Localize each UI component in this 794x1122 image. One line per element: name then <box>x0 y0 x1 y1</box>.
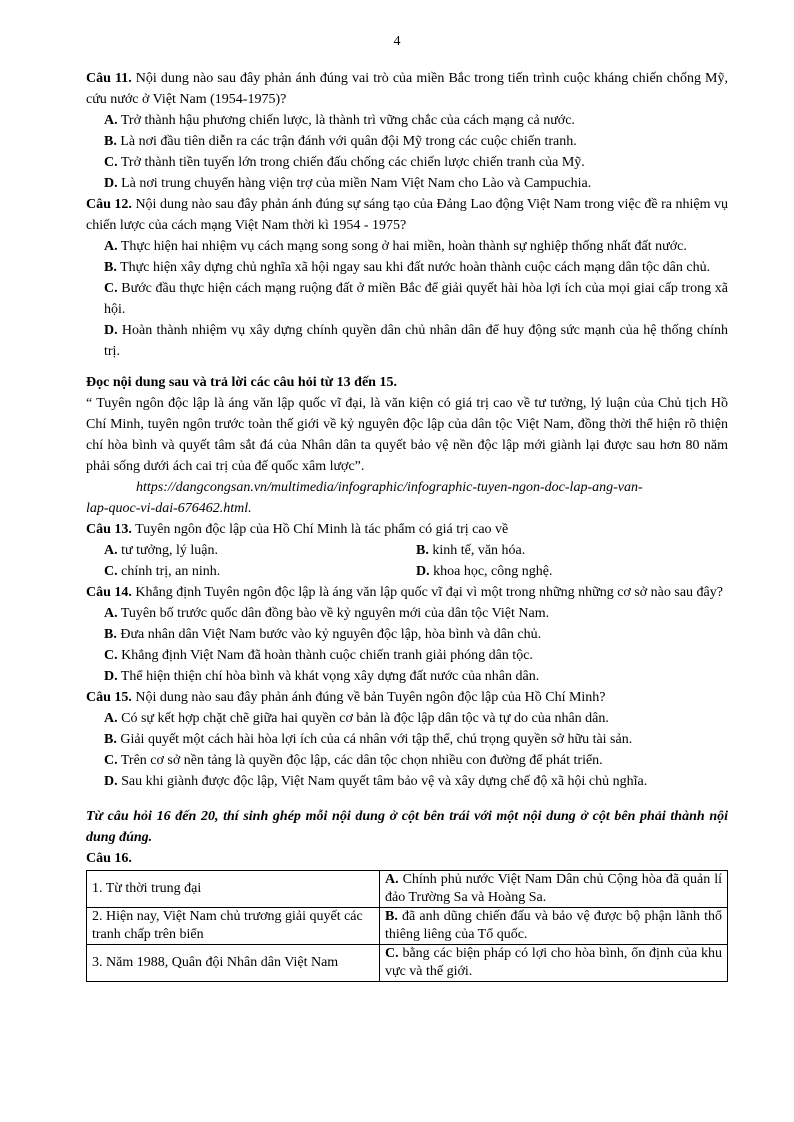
question-13 <box>86 519 728 540</box>
option-letter: B. <box>104 260 117 275</box>
question-text: Nội dung nào sau đây phản ánh đúng về bản Tuyên ngôn độc lập của Hồ Chí Minh? <box>131 690 606 705</box>
option-letter: C. <box>104 648 118 663</box>
table-row <box>87 871 728 908</box>
q11-option-c <box>86 152 728 173</box>
option-text: Sau khi giành được độc lập, Việt Nam quyết tâm bảo vệ và xây dựng chế độ xã hội chủ nghĩa. <box>117 774 648 789</box>
option-text: Khẳng định Việt Nam đã hoàn thành cuộc chiến tranh giải phóng dân tộc. <box>117 648 533 663</box>
option-text: Có sự kết hợp chặt chẽ giữa hai quyền cơ bản là độc lập dân tộc và tự do của nhân dân. <box>117 711 609 726</box>
q15-option-a <box>86 708 728 729</box>
option-letter: D. <box>104 176 118 191</box>
option-text: Đưa nhân dân Việt Nam bước vào kỷ nguyên độc lập, hòa bình và dân chủ. <box>116 627 542 642</box>
question-12 <box>86 194 728 236</box>
question-label: Câu 13. <box>86 522 132 537</box>
option-letter: D. <box>104 669 118 684</box>
q13-options-row-1 <box>86 540 728 561</box>
q14-option-d <box>86 666 728 687</box>
option-letter: C. <box>104 753 118 768</box>
question-label: Câu 15. <box>86 690 132 705</box>
option-text: Chính phủ nước Việt Nam Dân chủ Cộng hòa đã quản lí đảo Trường Sa và Hoàng Sa. <box>385 872 722 905</box>
table-row <box>87 945 728 982</box>
option-letter: A. <box>104 543 118 558</box>
matching-table <box>86 870 728 982</box>
reading-title: Đọc nội dung sau và trả lời các câu hỏi từ 13 đến 15. <box>86 375 397 390</box>
page-number: 4 <box>393 34 401 49</box>
option-text: Thể hiện thiện chí hòa bình và khát vọng xây dựng đất nước của nhân dân. <box>117 669 540 684</box>
document-body <box>86 68 728 982</box>
source-link <box>86 477 728 519</box>
q12-option-a <box>86 236 728 257</box>
q12-option-c <box>86 278 728 320</box>
q12-option-b <box>86 257 728 278</box>
question-text: Khẳng định Tuyên ngôn độc lập là áng văn lập quốc vĩ đại vì một trong những những cơ sở nào sau đây? <box>131 585 723 600</box>
question-text: Nội dung nào sau đây phản ánh đúng sự sáng tạo của Đảng Lao động Việt Nam trong việc đề ra nhiệm vụ chiến lược của cách mạng Việt Nam thời kì 1954 - 1975? <box>86 197 728 233</box>
matching-instruction: Từ câu hỏi 16 đến 20, thí sinh ghép mỗi nội dung ở cột bên trái với một nội dung ở cột bên phải thành nội dung đúng. <box>86 809 728 845</box>
option-letter: B. <box>104 732 117 747</box>
q13-option-c <box>104 561 416 582</box>
left-cell: 2. Hiện nay, Việt Nam chủ trương giải quyết các tranh chấp trên biển <box>87 908 380 945</box>
option-text: chính trị, an ninh. <box>117 564 221 579</box>
option-letter: A. <box>385 872 399 887</box>
option-letter: B. <box>104 134 117 149</box>
question-label: Câu 14. <box>86 585 132 600</box>
option-letter: A. <box>104 239 118 254</box>
q14-option-b <box>86 624 728 645</box>
question-label: Câu 11. <box>86 71 132 86</box>
q13-option-a <box>104 540 416 561</box>
q12-option-d <box>86 320 728 362</box>
right-cell <box>380 945 728 982</box>
option-text: đã anh dũng chiến đấu và bảo vệ được bộ phận lãnh thổ thiêng liêng của Tổ quốc. <box>385 909 722 942</box>
q13-option-d <box>416 561 728 582</box>
right-cell <box>380 908 728 945</box>
option-letter: C. <box>385 946 399 961</box>
q14-option-a <box>86 603 728 624</box>
option-text: Thực hiện hai nhiệm vụ cách mạng song song ở hai miền, hoàn thành sự nghiệp thống nhất đất nước. <box>117 239 687 254</box>
option-text: bằng các biện pháp có lợi cho hòa bình, ổn định của khu vực và thế giới. <box>385 946 722 979</box>
option-letter: A. <box>104 711 118 726</box>
option-text: Trở thành hậu phương chiến lược, là thành trì vững chắc của cách mạng cả nước. <box>117 113 575 128</box>
q15-option-b <box>86 729 728 750</box>
q11-option-a <box>86 110 728 131</box>
q14-option-c <box>86 645 728 666</box>
option-text: Thực hiện xây dựng chủ nghĩa xã hội ngay sau khi đất nước hoàn thành cuộc cách mạng dân tộc dân chủ. <box>116 260 711 275</box>
question-label: Câu 12. <box>86 197 132 212</box>
q15-option-d <box>86 771 728 792</box>
option-text: tư tưởng, lý luận. <box>117 543 218 558</box>
left-cell: 3. Năm 1988, Quân đội Nhân dân Việt Nam <box>87 945 380 982</box>
option-letter: A. <box>104 606 118 621</box>
question-11 <box>86 68 728 110</box>
source-line-1: https://dangcongsan.vn/multimedia/infographic/infographic-tuyen-ngon-doc-lap-ang-van- <box>136 480 643 495</box>
q13-options-row-2 <box>86 561 728 582</box>
option-text: Trở thành tiền tuyến lớn trong chiến đấu chống các chiến lược chiến tranh của Mỹ. <box>117 155 585 170</box>
option-letter: D. <box>104 774 118 789</box>
option-letter: C. <box>104 155 118 170</box>
option-letter: A. <box>104 113 118 128</box>
q13-option-b <box>416 540 728 561</box>
option-letter: B. <box>416 543 429 558</box>
question-16-label: Câu 16. <box>86 851 132 866</box>
option-text: Hoàn thành nhiệm vụ xây dựng chính quyền dân chủ nhân dân để huy động sức mạnh của hệ thống chính trị. <box>104 323 728 359</box>
q11-option-b <box>86 131 728 152</box>
reading-passage: “ Tuyên ngôn độc lập là áng văn lập quốc vĩ đại, là văn kiện có giá trị cao về tư tưởng, lý luận của Chủ tịch Hồ Chí Minh, tuyên ngôn trước toàn thế giới về kỷ nguyên độc lập của dân tộc Việt Nam, đồng thời thể hiện rõ thiện chí hòa bình và quyết tâm sắt đá của Nhân dân ta quyết bảo vệ nền độc lập mới giành lại được sau hơn 80 năm phải sống dưới ách cai trị của đế quốc xâm lược”. <box>86 396 728 474</box>
option-letter: C. <box>104 281 118 296</box>
q15-option-c <box>86 750 728 771</box>
question-15 <box>86 687 728 708</box>
q11-option-d <box>86 173 728 194</box>
option-text: Tuyên bố trước quốc dân đồng bào về kỷ nguyên mới của dân tộc Việt Nam. <box>117 606 550 621</box>
option-letter: D. <box>104 323 118 338</box>
option-text: Giải quyết một cách hài hòa lợi ích của cá nhân với tập thể, chú trọng quyền sở hữu tài sản. <box>116 732 633 747</box>
option-text: khoa học, công nghệ. <box>429 564 553 579</box>
option-text: Là nơi đầu tiên diễn ra các trận đánh với quân đội Mỹ trong các cuộc chiến tranh. <box>116 134 577 149</box>
question-14 <box>86 582 728 603</box>
option-letter: B. <box>104 627 117 642</box>
option-text: kinh tế, văn hóa. <box>428 543 526 558</box>
right-cell <box>380 871 728 908</box>
table-row <box>87 908 728 945</box>
option-text: Bước đầu thực hiện cách mạng ruộng đất ở miền Bắc để giải quyết hài hòa lợi ích của mọi giai cấp trong xã hội. <box>104 281 728 317</box>
source-line-2: lap-quoc-vi-dai-676462.html. <box>86 501 252 516</box>
left-cell: 1. Từ thời trung đại <box>87 871 380 908</box>
option-letter: C. <box>104 564 118 579</box>
question-text: Nội dung nào sau đây phản ánh đúng vai trò của miền Bắc trong tiến trình cuộc kháng chiến chống Mỹ, cứu nước ở Việt Nam (1954-1975)? <box>86 71 729 107</box>
option-text: Trên cơ sở nền tảng là quyền độc lập, các dân tộc chọn nhiều con đường để phát triển. <box>117 753 603 768</box>
option-text: Là nơi trung chuyển hàng viện trợ của miền Nam Việt Nam cho Lào và Campuchia. <box>117 176 592 191</box>
question-text: Tuyên ngôn độc lập của Hồ Chí Minh là tác phẩm có giá trị cao về <box>131 522 509 537</box>
option-letter: D. <box>416 564 430 579</box>
option-letter: B. <box>385 909 398 924</box>
